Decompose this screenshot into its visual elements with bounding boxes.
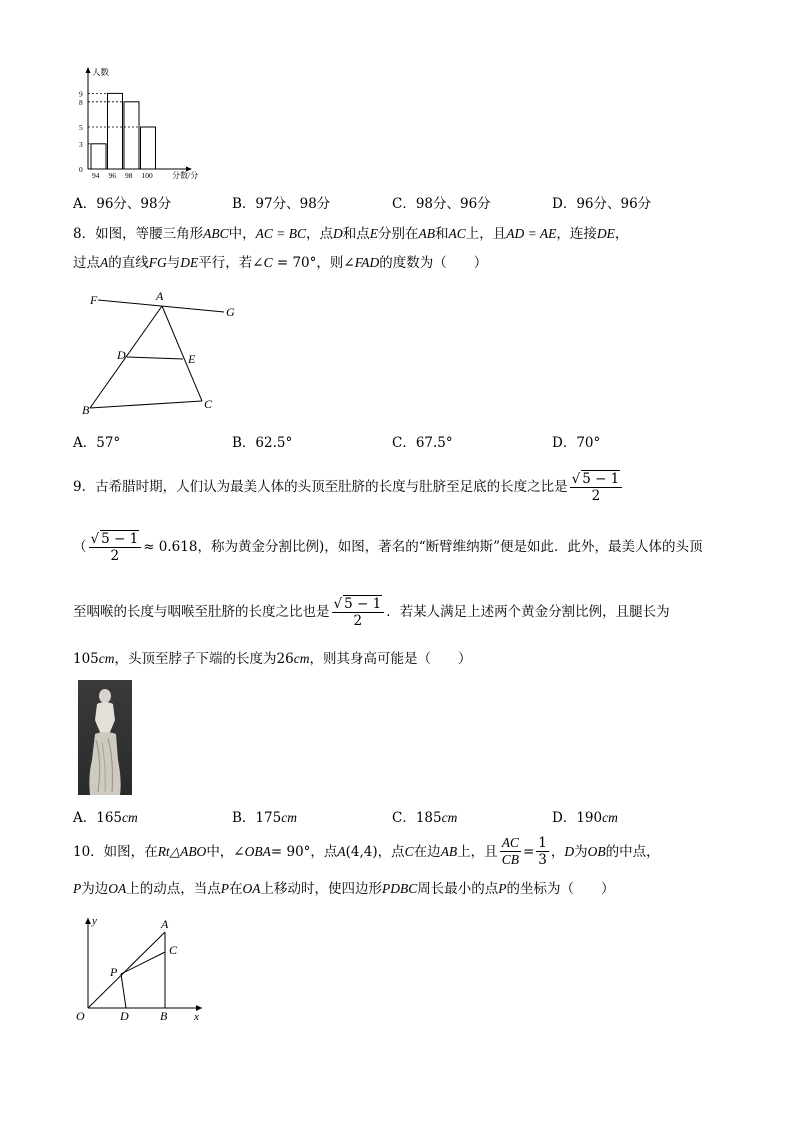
label-a: A [161, 917, 169, 931]
label-c: C [169, 943, 178, 957]
label-c: C [204, 397, 213, 411]
q8-triangle-figure [82, 286, 242, 418]
q10-coordinate-figure [68, 912, 208, 1024]
bar-96 [108, 93, 123, 169]
q9-option-b[interactable]: B．175cm [232, 810, 297, 826]
ratio-ac-cb: $\frac{AC}{CB}$ [501, 835, 519, 867]
label-d: D [120, 1009, 129, 1023]
label-o: O [76, 1009, 85, 1023]
bar-94 [91, 144, 106, 169]
y-tick-3: 3 [79, 139, 83, 149]
label-b: B [82, 403, 90, 417]
y-axis-arrow [86, 67, 91, 73]
q8-option-a[interactable]: A．57° [73, 435, 121, 451]
q8-option-c[interactable]: C．67.5° [392, 435, 453, 451]
q8-stem-line1: 8．如图，等腰三角形ABC中，AC = BC，点D和点E分别在AB和AC上，且AD = AE，连接DE， [73, 226, 629, 242]
q7-option-b[interactable]: B．97分、98分 [232, 196, 331, 212]
golden-ratio-fraction: $\frac{√ 5 - 1}{2}$ [570, 470, 623, 504]
q9-stem-line3: 至咽喉的长度与咽喉至肚脐的长度之比也是 $\frac{√ 5 - 1}{2}$ ．若某人满足上述两个黄金分割比例，且腿长为 [73, 596, 670, 629]
label-y: y [92, 915, 97, 927]
y-axis-label: 人数 [92, 67, 110, 77]
x-tick-96: 96 [108, 171, 116, 180]
q10-stem-line2: P为边OA上的动点，当点P在OA上移动时，使四边形PDBC周长最小的点P的坐标为（ ） [73, 881, 615, 897]
bar-100 [141, 127, 156, 169]
q8-option-b[interactable]: B．62.5° [232, 435, 293, 451]
label-g: G [226, 305, 235, 319]
x-tick-98: 98 [125, 171, 133, 180]
q9-stem-line1: 9．古希腊时期，人们认为最美人体的头顶至肚脐的长度与肚脐至足底的长度之比是 $\frac{√ 5 - 1}{2}$ [73, 470, 624, 504]
q9-stem-line4: 105cm，头顶至脖子下端的长度为26cm，则其身高可能是（ ） [73, 651, 472, 667]
q10-stem-line1: 10．如图，在 Rt△ABO 中，∠ OBA = 90°，点 A (4,4) ，点 C 在边 AB 上，且 $\frac{AC}{CB}$ = $\frac{1}{3}$ ， D 为 OB 的中点， [73, 835, 660, 868]
label-d: D [117, 348, 126, 362]
bar-98 [124, 102, 139, 169]
golden-ratio-fraction-2: $\frac{√ 5 - 1}{2}$ [89, 530, 142, 564]
q7-option-a[interactable]: A．96分、98分 [73, 196, 172, 212]
label-b: B [160, 1009, 168, 1023]
x-tick-100: 100 [141, 171, 153, 180]
y-tick-5: 5 [79, 123, 83, 132]
q7-option-c[interactable]: C．98分、96分 [392, 196, 491, 212]
q7-bar-chart [70, 64, 210, 182]
q9-option-d[interactable]: D．190cm [552, 810, 618, 826]
label-e: E [188, 352, 196, 366]
q8-option-d[interactable]: D．70° [552, 435, 601, 451]
q8-stem-line2: 过点A的直线FG与DE平行，若∠C = 70°，则∠FAD的度数为（ ） [73, 255, 488, 271]
y-tick-9: 9 [79, 89, 83, 99]
golden-ratio-fraction-3: $\frac{√ 5 - 1}{2}$ [332, 595, 385, 629]
venus-statue-image [78, 680, 132, 795]
label-f: F [90, 293, 98, 307]
q9-option-a[interactable]: A．165cm [73, 810, 138, 826]
y-tick-0: 0 [79, 165, 83, 174]
ratio-one-third: $\frac{1}{3}$ [538, 835, 547, 868]
y-tick-8: 8 [79, 97, 83, 107]
label-x: x [194, 1011, 199, 1023]
label-a: A [156, 289, 164, 303]
q7-option-d[interactable]: D．96分、96分 [552, 196, 652, 212]
x-tick-94: 94 [92, 171, 100, 180]
q9-stem-line2: （ $\frac{√ 5 - 1}{2}$ ≈ 0.618，称为黄金分割比例)，如图，著名的“断臂维纳斯”便是如此．此外，最美人体的头顶 [73, 531, 703, 564]
x-axis-label: 分数/分 [172, 171, 199, 180]
q9-option-c[interactable]: C．185cm [392, 810, 458, 826]
label-p: P [110, 965, 118, 979]
